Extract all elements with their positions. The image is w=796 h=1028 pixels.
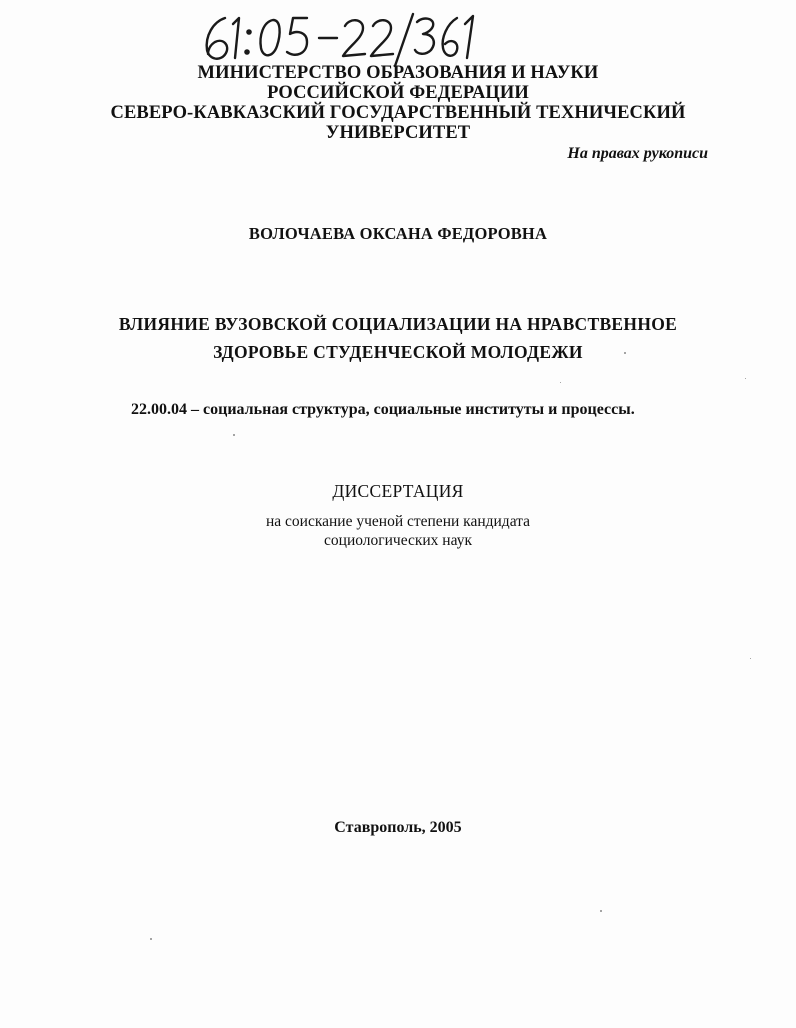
manuscript-rights-note: На правах рукописи xyxy=(567,145,708,162)
university-name-line-2: УНИВЕРСИТЕТ xyxy=(325,123,471,143)
specialty-code: 22.00.04 – социальная структура, социальные институты и процессы. xyxy=(131,401,635,418)
scan-speck xyxy=(750,658,751,659)
degree-line-2: социологических наук xyxy=(324,532,472,549)
handwritten-archive-code xyxy=(195,10,485,68)
scan-speck xyxy=(600,910,602,912)
ministry-line-1: МИНИСТЕРСТВО ОБРАЗОВАНИЯ И НАУКИ xyxy=(197,63,599,83)
document-type: ДИССЕРТАЦИЯ xyxy=(332,481,464,501)
dissertation-title-line-2: ЗДОРОВЬЕ СТУДЕНЧЕСКОЙ МОЛОДЕЖИ xyxy=(213,342,583,362)
dissertation-title-line-1: ВЛИЯНИЕ ВУЗОВСКОЙ СОЦИАЛИЗАЦИИ НА НРАВСТВЕННОЕ xyxy=(118,314,678,334)
scan-speck xyxy=(560,382,561,383)
scan-speck xyxy=(745,378,746,379)
degree-line-1: на соискание ученой степени кандидата xyxy=(265,513,531,530)
ministry-line-2: РОССИЙСКОЙ ФЕДЕРАЦИИ xyxy=(267,83,529,103)
author-name: ВОЛОЧАЕВА ОКСАНА ФЕДОРОВНА xyxy=(248,224,548,243)
scan-speck xyxy=(233,434,235,436)
place-and-year: Ставрополь, 2005 xyxy=(334,819,462,836)
university-name-line-1: СЕВЕРО-КАВКАЗСКИЙ ГОСУДАРСТВЕННЫЙ ТЕХНИЧЕСКИЙ xyxy=(110,103,686,123)
scan-speck xyxy=(624,352,626,354)
scan-speck xyxy=(150,938,152,940)
